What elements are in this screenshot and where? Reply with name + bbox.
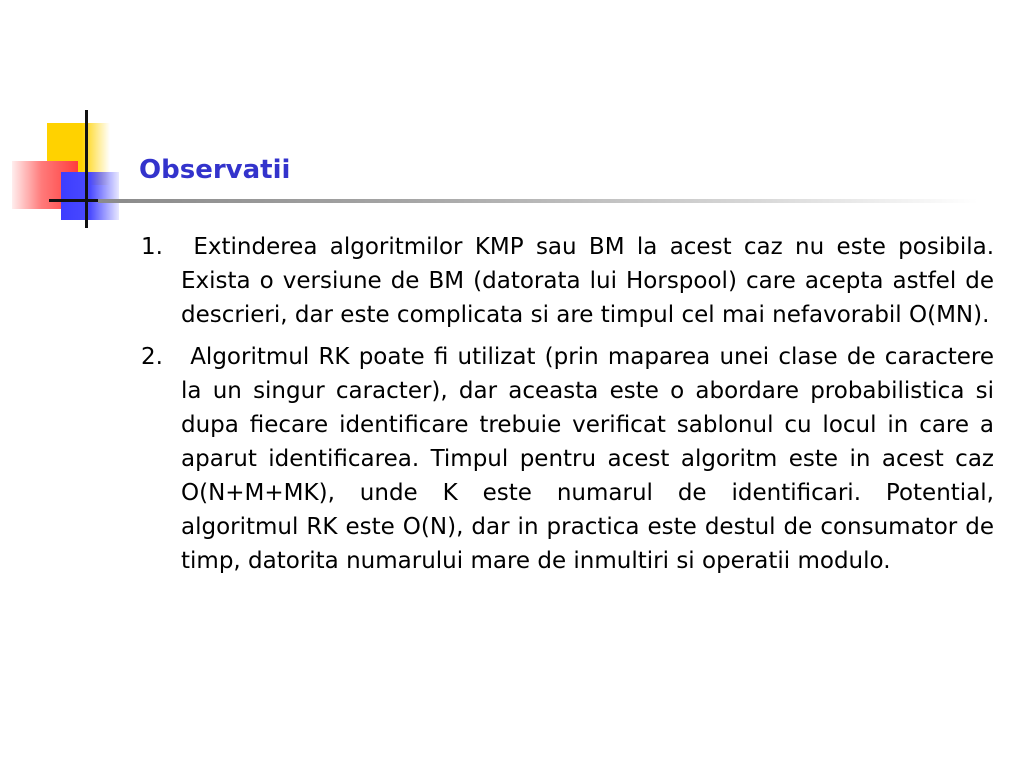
item-text: Extinderea algoritmilor KMP sau BM la acest caz nu este posibila. Exista o versiune de BM (datorata lui Horspool) care acepta astfel de descrieri, dar este complicata si are timpul cel mai nefavorabil O(MN).: [181, 234, 995, 328]
decorative-squares-logo: [0, 0, 140, 240]
list-item: [141, 340, 994, 578]
list-item: [141, 230, 994, 332]
item-text: Algoritmul RK poate fi utilizat (prin maparea unei clase de caractere la un singur caracter), dar aceasta este o abordare probabilistica si dupa fiecare identificare trebuie verificat sablonul cu locul in care a aparut identificarea. Timpul pentru acest algoritm este in acest caz O(N+M+MK), unde K este numarul de identificari. Potential, algoritmul RK este O(N), dar in practica este destul de consumator de timp, datorita numarului mare de inmultiri si operatii modulo.: [181, 344, 994, 574]
slide-body: [141, 230, 994, 586]
title-underline: [98, 199, 978, 203]
item-number: 1.: [141, 234, 163, 260]
slide-title: Observatii: [139, 155, 291, 185]
blue-square: [61, 172, 119, 220]
list-item-2: [141, 340, 994, 578]
list-item-1: [141, 230, 994, 332]
vertical-line: [85, 110, 88, 228]
item-number: 2.: [141, 344, 163, 370]
